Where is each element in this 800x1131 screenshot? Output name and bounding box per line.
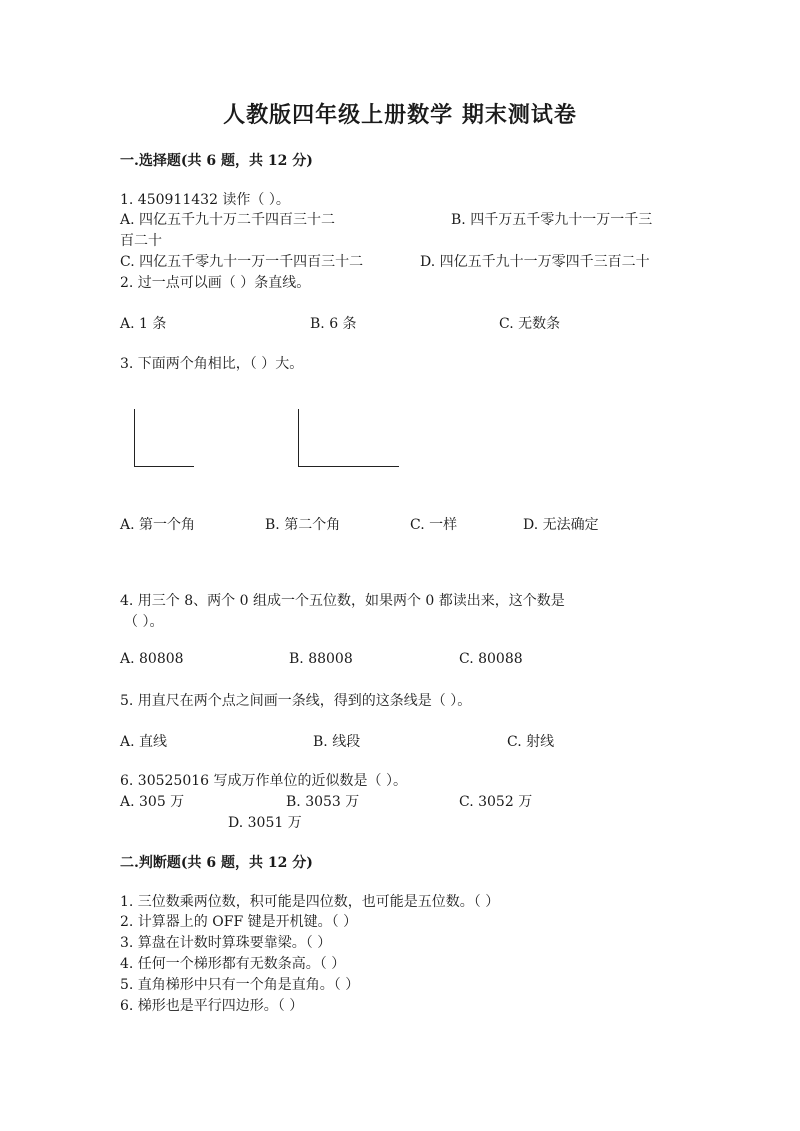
q6-option-c: C. 3052 万 [459, 794, 533, 810]
q1-option-b-continued: 百二十 [120, 233, 162, 249]
q4-stem-continued: （ ）。 [124, 614, 164, 630]
q6-option-a: A. 305 万 [120, 794, 185, 810]
q3-option-b: B. 第二个角 [265, 517, 341, 533]
page-title: 人教版四年级上册数学 期末测试卷 [223, 102, 577, 128]
judgement-item: 3. 算盘在计数时算珠要靠梁。（ ） [120, 935, 332, 951]
section-heading-choice: 一.选择题(共 6 题，共 12 分) [120, 153, 313, 169]
q5-option-c: C. 射线 [507, 734, 555, 750]
q3-option-a: A. 第一个角 [120, 517, 196, 533]
q2-stem: 2. 过一点可以画（ ）条直线。 [120, 275, 311, 291]
q1-option-a: A. 四亿五千九十万二千四百三十二 [120, 212, 336, 228]
second-angle-figure [298, 409, 399, 467]
q3-option-d: D. 无法确定 [523, 517, 599, 533]
judgement-item: 6. 梯形也是平行四边形。（ ） [120, 998, 304, 1014]
q3-option-c: C. 一样 [410, 517, 458, 533]
q6-option-b: B. 3053 万 [286, 794, 360, 810]
judgement-item: 1. 三位数乘两位数，积可能是四位数，也可能是五位数。（ ） [120, 894, 500, 910]
judgement-item: 2. 计算器上的 OFF 键是开机键。（ ） [120, 914, 358, 930]
q5-option-a: A. 直线 [120, 734, 168, 750]
judgement-item: 4. 任何一个梯形都有无数条高。（ ） [120, 956, 346, 972]
q4-option-b: B. 88008 [289, 651, 353, 667]
q2-option-a: A. 1 条 [120, 316, 167, 332]
q1-option-b: B. 四千万五千零九十一万一千三 [451, 212, 653, 228]
q1-option-c: C. 四亿五千零九十一万一千四百三十二 [120, 254, 364, 270]
q4-stem: 4. 用三个 8、两个 0 组成一个五位数，如果两个 0 都读出来，这个数是 [120, 593, 565, 609]
judgement-item: 5. 直角梯形中只有一个角是直角。（ ） [120, 977, 360, 993]
q5-option-b: B. 线段 [313, 734, 361, 750]
q2-option-c: C. 无数条 [499, 316, 561, 332]
q1-stem: 1. 450911432 读作（ ）。 [120, 192, 290, 208]
section-heading-judgement: 二.判断题(共 6 题，共 12 分) [120, 855, 313, 871]
q4-option-a: A. 80808 [120, 651, 184, 667]
q2-option-b: B. 6 条 [310, 316, 357, 332]
q1-option-d: D. 四亿五千九十一万零四千三百二十 [420, 254, 650, 270]
q6-option-d: D. 3051 万 [228, 815, 302, 831]
first-angle-figure [134, 409, 194, 467]
q5-stem: 5. 用直尺在两个点之间画一条线，得到的这条线是（ ）。 [120, 693, 472, 709]
q6-stem: 6. 30525016 写成万作单位的近似数是（ ）。 [120, 773, 407, 789]
q4-option-c: C. 80088 [459, 651, 523, 667]
q3-stem: 3. 下面两个角相比，（ ）大。 [120, 356, 304, 372]
